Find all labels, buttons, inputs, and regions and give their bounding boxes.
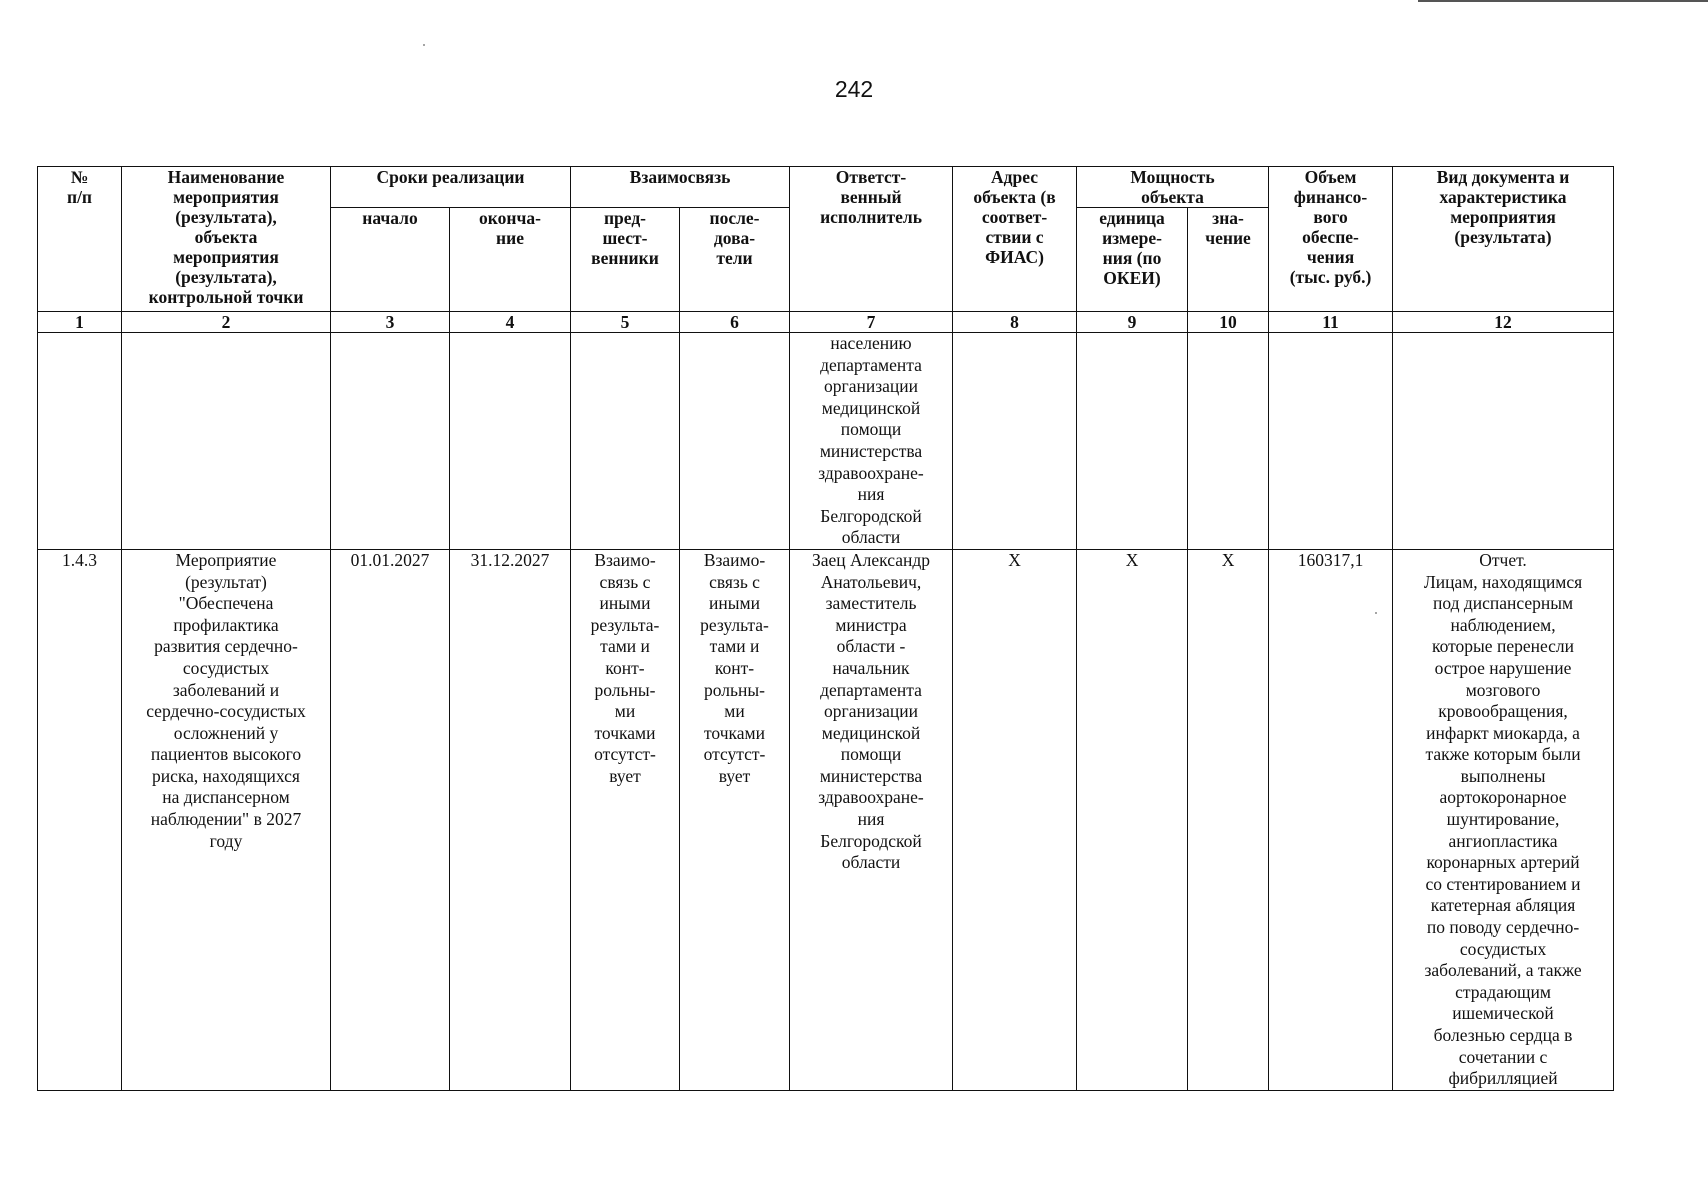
header-capacity: Мощность объекта: [1077, 167, 1269, 208]
header-terms-start: начало: [331, 208, 450, 312]
table-cell: [450, 333, 571, 550]
column-number: 5: [571, 312, 680, 333]
events-table: [37, 166, 1614, 1091]
table-cell: [38, 333, 122, 550]
table-cell: [953, 333, 1077, 550]
column-number: 10: [1188, 312, 1269, 333]
header-finance: Объем финансо- вого обеспе- чения (тыс. руб.): [1269, 167, 1393, 312]
header-responsible: Ответст- венный исполнитель: [790, 167, 953, 312]
header-doc: Вид документа и характеристика мероприятия (результата): [1393, 167, 1614, 312]
table-cell: [1393, 333, 1614, 550]
column-number: 7: [790, 312, 953, 333]
header-capacity-unit: единица измере- ния (по ОКЕИ): [1077, 208, 1188, 312]
column-number: 9: [1077, 312, 1188, 333]
table-cell: [1269, 333, 1393, 550]
row-finance: 160317,1: [1269, 549, 1393, 1090]
column-number: 2: [122, 312, 331, 333]
row-end-date: 31.12.2027: [450, 549, 571, 1090]
column-number: 6: [680, 312, 790, 333]
scan-speck: [423, 44, 425, 46]
column-number: 4: [450, 312, 571, 333]
header-row-top: [38, 167, 1614, 208]
column-number-row: [38, 312, 1614, 333]
row-name: Мероприятие (результат) "Обеспечена профилактика развития сердечно- сосудистых заболеваний и сердечно-сосудистых осложнений у пациентов высокого риска, находящихся на диспансерном наблюдении" в 2027 году: [122, 549, 331, 1090]
header-num: № п/п: [38, 167, 122, 312]
header-name: Наименование мероприятия (результата), объекта мероприятия (результата), контрольной точки: [122, 167, 331, 312]
row-predecessors: Взаимо- связь с иными результа- тами и конт- рольны- ми точками отсутст- вует: [571, 549, 680, 1090]
row-address: X: [953, 549, 1077, 1090]
page-number: 242: [834, 76, 874, 102]
table-cell: [680, 333, 790, 550]
table-cell: [1188, 333, 1269, 550]
row-successors: Взаимо- связь с иными результа- тами и конт- рольны- ми точками отсутст- вует: [680, 549, 790, 1090]
header-address: Адрес объекта (в соответ- ствии с ФИАС): [953, 167, 1077, 312]
header-link-post: после- дова- тели: [680, 208, 790, 312]
column-number: 8: [953, 312, 1077, 333]
header-link-pred: пред- шест- венники: [571, 208, 680, 312]
column-number: 3: [331, 312, 450, 333]
column-number: 11: [1269, 312, 1393, 333]
header-link: Взаимосвязь: [571, 167, 790, 208]
table-cell: [1077, 333, 1188, 550]
row-capacity-unit: X: [1077, 549, 1188, 1090]
table-row: [38, 549, 1614, 1090]
continuation-row: [38, 333, 1614, 550]
column-number: 1: [38, 312, 122, 333]
row-capacity-value: X: [1188, 549, 1269, 1090]
table-cell: [331, 333, 450, 550]
row-responsible: Заец Александр Анатольевич, заместитель министра области - начальник департамента организации медицинской помощи министерства здравоохране- ния Белгородской области: [790, 549, 953, 1090]
table-cell: [571, 333, 680, 550]
continuation-responsible: населению департамента организации медицинской помощи министерства здравоохране- ния Белгородской области: [790, 333, 953, 550]
top-edge-rule: [1418, 0, 1708, 2]
header-terms-end: оконча- ние: [450, 208, 571, 312]
header-terms: Сроки реализации: [331, 167, 571, 208]
table-cell: [122, 333, 331, 550]
header-capacity-value: зна- чение: [1188, 208, 1269, 312]
row-start-date: 01.01.2027: [331, 549, 450, 1090]
row-document: Отчет. Лицам, находящимся под диспансерным наблюдением, которые перенесли острое нарушение мозгового кровообращения, инфаркт миокарда, а также которым были выполнены аортокоронарное шунтирование, ангиопластика коронарных артерий со стентированием и катетерная абляция по поводу сердечно- сосудистых заболеваний, а также страдающим ишемической болезнью сердца в сочетании с фибрилляцией: [1393, 549, 1614, 1090]
column-number: 12: [1393, 312, 1614, 333]
row-num: 1.4.3: [38, 549, 122, 1090]
